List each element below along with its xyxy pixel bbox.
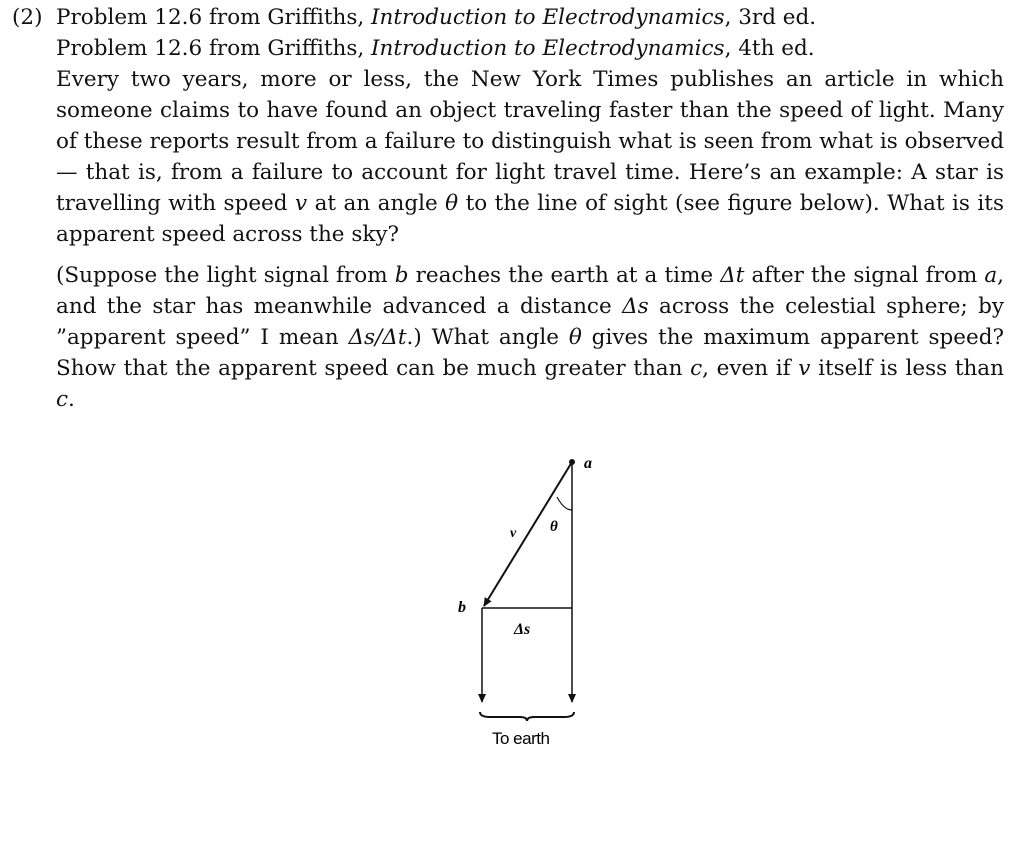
var-delta-s: Δs <box>622 294 649 319</box>
var-theta: θ <box>445 191 459 216</box>
reference-prefix: Problem 12.6 from Griffiths, <box>56 36 372 61</box>
var-v: v <box>295 191 308 216</box>
paragraph-2: (Suppose the light signal from b reaches the earth at a time Δt after the signal from a, and the star has meanwhile advanced a distance Δs across the celestial sphere; by ”apparent speed” I mean Δs/Δt.) What angle θ gives the maximum apparent speed? Show that the apparent speed can be much greater than c, even if v itself is less than c. <box>56 263 1005 412</box>
edition: , 4th ed. <box>724 36 815 61</box>
problem-number: (2) <box>12 5 43 30</box>
earth-brace <box>480 712 574 721</box>
figure-svg <box>440 440 620 760</box>
var-c: c <box>690 356 703 381</box>
var-delta-t: Δt <box>720 263 745 288</box>
var-a: a <box>984 263 998 288</box>
reference-4th-ed <box>56 33 1004 64</box>
paragraph-1: Every two years, more or less, the New York Times publishes an article in which someone claims to have found an object traveling faster than the speed of light. Many of these reports result from a failure to distinguish what is seen from what is observed — that is, from a failure to account for light travel time. Here’s an example: A star is travelling with speed v at an angle θ to the line of sight (see figure below). What is its apparent speed across the sky? <box>56 67 1004 247</box>
problem-2 <box>12 2 1004 415</box>
label-v: v <box>510 526 517 541</box>
var-v: v <box>798 356 811 381</box>
label-b: b <box>458 599 466 616</box>
var-b: b <box>394 263 409 288</box>
var-ratio: Δs/Δt <box>348 325 407 350</box>
label-delta-s: Δs <box>514 621 531 638</box>
edition: , 3rd ed. <box>724 5 817 30</box>
velocity-arrow <box>484 462 572 606</box>
var-theta: θ <box>568 325 582 350</box>
var-c: c <box>56 387 69 412</box>
book-title: Introduction to Electrodynamics <box>371 36 725 61</box>
label-theta: θ <box>550 519 558 535</box>
book-title: Introduction to Electrodynamics <box>371 5 725 30</box>
reference-3rd-ed <box>56 2 1004 33</box>
label-to-earth: To earth <box>492 729 550 748</box>
problem-body <box>56 2 1004 415</box>
theta-arc <box>557 497 572 510</box>
star-motion-figure <box>440 440 620 760</box>
reference-prefix: Problem 12.6 from Griffiths, <box>56 5 372 30</box>
point-a <box>569 459 575 465</box>
label-a: a <box>584 455 592 472</box>
